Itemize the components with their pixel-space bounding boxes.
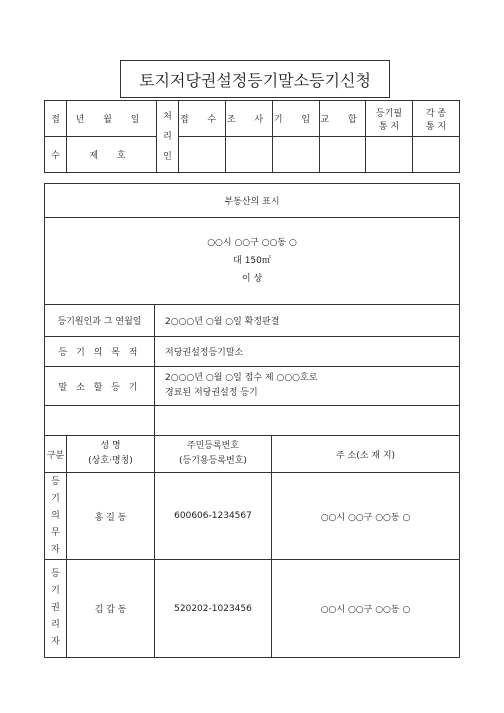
obligor-name: 홍 길 동 [67,473,155,560]
property-address: ○○시 ○○구 ○○동 ○ [207,238,297,248]
purpose-label: 등 기 의 목 적 [45,337,155,367]
holder-name: 김 갑 동 [67,560,155,658]
cell-reg-notice[interactable] [366,137,413,173]
property-description [45,218,460,305]
header-type: 구분 [45,436,67,473]
obligor-id: 600606-1234567 [155,473,272,560]
blank-value[interactable] [155,406,460,436]
property-header: 부동산의 표시 [45,184,460,218]
blank-label [45,406,155,436]
document-title: 토지저당권설정등기말소등기신청 [120,60,390,98]
receipt-number-label: 제 호 [67,137,157,173]
col-review: 조 사 [226,101,273,137]
cell-entry[interactable] [273,137,320,173]
header-name: 성 명 (상호·명칭) [67,436,155,473]
processing-label: 처 리 인 [157,101,179,173]
receipt-date-label: 년 월 일 [67,101,157,137]
cell-verify[interactable] [320,137,366,173]
cell-receipt[interactable] [179,137,226,173]
holder-type: 등 기 권 리 자 [45,560,67,658]
cancel-value: 2○○○년 ○월 ○일 접수 제 ○○○호로 경료된 저당권설정 등기 [155,367,460,406]
col-entry: 기 입 [273,101,320,137]
property-end: 이 상 [241,274,263,284]
col-notices: 각 종 통 지 [413,101,460,137]
receipt-table [44,100,460,173]
holder-address: ○○시 ○○구 ○○동 ○ [272,560,460,658]
holder-id: 520202-1023456 [155,560,272,658]
purpose-value: 저당권설정등기말소 [155,337,460,367]
col-verify: 교 합 [320,101,366,137]
header-address: 주 소(소 재 지) [272,436,460,473]
receipt-jeop: 접 [45,101,67,137]
col-reg-notice: 등기필 통 지 [366,101,413,137]
application-table [44,183,460,658]
property-land: 대 150㎡ [233,256,271,266]
cell-review[interactable] [226,137,273,173]
receipt-su: 수 [45,137,67,173]
obligor-type: 등 기 의 무 자 [45,473,67,560]
cause-label: 등기원인과 그 연월일 [45,305,155,337]
cause-value: 2○○○년 ○월 ○일 확정판결 [155,305,460,337]
header-id: 주민등록번호 (등기용등록번호) [155,436,272,473]
cell-notices[interactable] [413,137,460,173]
obligor-address: ○○시 ○○구 ○○동 ○ [272,473,460,560]
cancel-label: 말 소 할 등 기 [45,367,155,406]
col-receipt: 접 수 [179,101,226,137]
